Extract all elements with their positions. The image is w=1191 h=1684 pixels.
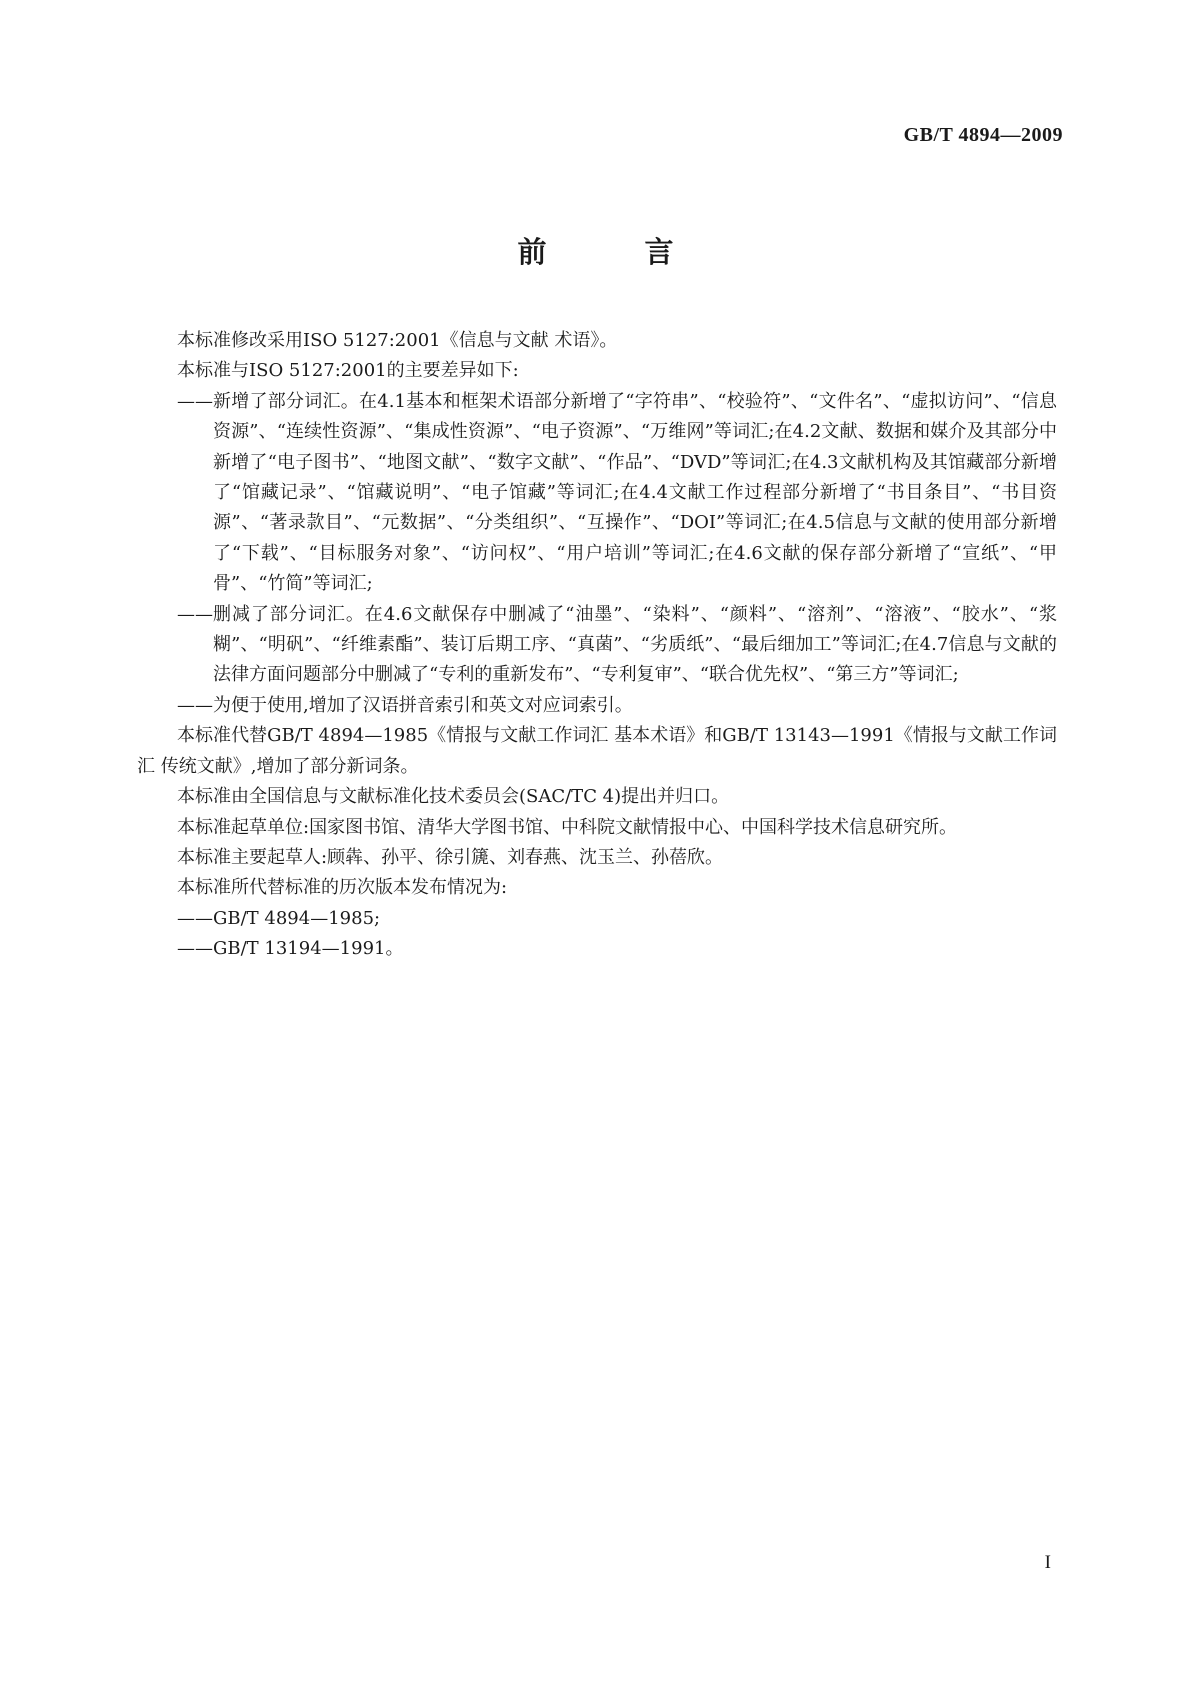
paragraph-replaces: 本标准代替GB/T 4894—1985《情报与文献工作词汇 基本术语》和GB/T 13143—1991《情报与文献工作词汇 传统文献》,增加了部分新词条。 [137, 725, 1057, 777]
list-item-text: 为便于使用,增加了汉语拼音索引和英文对应词索引。 [213, 694, 633, 716]
paragraph-committee: 本标准由全国信息与文献标准化技术委员会(SAC/TC 4)提出并归口。 [177, 786, 730, 808]
dash-mark: —— [177, 603, 213, 625]
list-item-text: GB/T 4894—1985; [213, 907, 381, 929]
paragraph-adoption: 本标准修改采用ISO 5127:2001《信息与文献 术语》。 [177, 330, 618, 351]
dash-mark: —— [177, 390, 213, 412]
list-item-added-terms [137, 387, 1057, 600]
paragraph-previous-editions: 本标准所代替标准的历次版本发布情况为: [177, 877, 508, 899]
paragraph-drafting-units: 本标准起草单位:国家图书馆、清华大学图书馆、中科院文献情报中心、中国科学技术信息研究所。 [177, 816, 958, 838]
page-title: 前 言 [517, 235, 718, 269]
paragraph-drafters: 本标准主要起草人:顾犇、孙平、徐引篪、刘春燕、沈玉兰、孙蓓欣。 [177, 846, 724, 868]
paragraph-differences-intro: 本标准与ISO 5127:2001的主要差异如下: [177, 360, 519, 382]
list-item-index [137, 691, 1057, 721]
list-item-text: GB/T 13194—1991。 [213, 938, 404, 960]
dash-mark: —— [177, 694, 213, 716]
list-item-removed-terms [137, 600, 1057, 691]
page-number: I [1044, 1552, 1051, 1573]
dash-mark: —— [177, 938, 213, 960]
dash-mark: —— [177, 907, 213, 929]
list-item-text: 新增了部分词汇。在4.1基本和框架术语部分新增了“字符串”、“校验符”、“文件名”、“虚拟访问”、“信息资源”、“连续性资源”、“集成性资源”、“电子资源”、“万维网”等词汇;在4.2文献、数据和媒介及其部分中新增了“电子图书”、“地图文献”、“数字文献”、“作品”、“DVD”等词汇;在4.3文献机构及其馆藏部分新增了“馆藏记录”、“馆藏说明”、“电子馆藏”等词汇;在4.4文献工作过程部分新增了“书目条目”、“书目资源”、“著录款目”、“元数据”、“分类组织”、“互操作”、“DOI”等词汇;在4.5信息与文献的使用部分新增了“下载”、“目标服务对象”、“访问权”、“用户培训”等词汇;在4.6文献的保存部分新增了“宣纸”、“甲骨”、“竹简”等词汇; [213, 390, 1057, 595]
list-item-edition-1991 [137, 934, 1057, 964]
document-body [137, 326, 1057, 965]
list-item-text: 删减了部分词汇。在4.6文献保存中删减了“油墨”、“染料”、“颜料”、“溶剂”、“溶液”、“胶水”、“浆糊”、“明矾”、“纤维素酯”、装订后期工序、“真菌”、“劣质纸”、“最后细加工”等词汇;在4.7信息与文献的法律方面问题部分中删减了“专利的重新发布”、“专利复审”、“联合优先权”、“第三方”等词汇; [213, 603, 1057, 686]
standard-code: GB/T 4894—2009 [903, 124, 1063, 146]
list-item-edition-1985 [137, 904, 1057, 934]
